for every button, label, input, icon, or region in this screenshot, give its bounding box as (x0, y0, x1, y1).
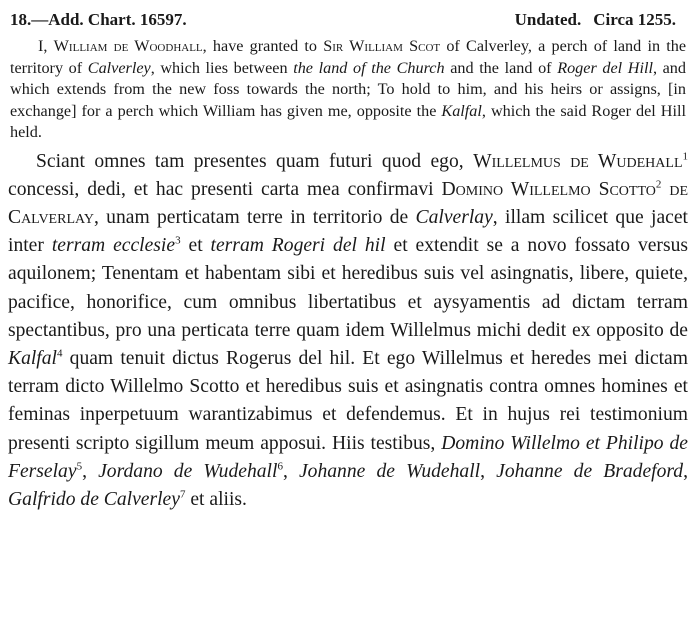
witness: Jordano de Wudehall (98, 460, 278, 482)
witness: Johanne de Bradeford (496, 460, 684, 482)
latin-segment: , (480, 460, 497, 482)
witness: Domino Willelmo et Philipo de Ferselay (8, 432, 688, 482)
footnote-ref: 4 (57, 347, 63, 360)
summary-roger: Roger del Hill (557, 58, 653, 77)
charter-header (10, 10, 690, 30)
summary-text: of Calverley, a perch of land in the territory of (10, 37, 687, 77)
summary-text: , which the said Roger del Hill held. (10, 101, 686, 141)
latin-segment: , (683, 460, 688, 482)
charter-id: 18.—Add. Chart. 16597. (10, 10, 187, 29)
latin-terram-ecclesie: terram ecclesie (51, 235, 176, 257)
footnote-ref: 5 (76, 460, 83, 473)
summary-text: I, (38, 37, 54, 55)
witness: Johanne de Wudehall (298, 460, 481, 482)
date-circa: Circa 1255. (593, 10, 676, 29)
latin-segment: , (82, 460, 99, 482)
footnote-ref: 2 (655, 178, 662, 191)
summary-text: and the land of (444, 58, 558, 77)
latin-segment: de (661, 178, 689, 200)
latin-kalfal: Kalfal (8, 347, 57, 369)
summary-text: , and which extends from the new foss towards the north; To hold to him, and his heirs or assigns, [in exchange] for a perch which William has given me, opposite the (10, 58, 686, 120)
latin-text (8, 148, 690, 515)
charter-date (515, 10, 690, 30)
latin-grantee: Domino Willelmo Scotto (441, 178, 656, 200)
footnote-ref: 7 (179, 488, 186, 501)
footnote-ref: 1 (682, 149, 688, 162)
summary-grantor: William de Woodhall (53, 37, 203, 55)
summary-place: Calverley (87, 58, 151, 77)
latin-segment: concessi, dedi, et hac presenti carta mea confirmavi (8, 178, 442, 200)
witness: Galfrido de Calverley (8, 488, 180, 510)
latin-segment: et (180, 235, 211, 257)
latin-segment: Sciant omnes tam presentes quam futuri quod ego, (36, 150, 474, 172)
latin-calverlay: Calverlay (8, 206, 94, 228)
latin-segment: , (282, 460, 299, 482)
summary-land-church: the land of the Church (293, 58, 445, 77)
latin-segment: et aliis. (185, 488, 247, 510)
summary-kalfal: Kalfal (441, 101, 482, 120)
latin-segment: quam tenuit dictus Rogerus del hil. Et ego Willelmus et heredes mei dictam terram dicto Willelmo Scotto et heredibus suis et asingnatis contra omnes homines et feminas inperpetuum warantizabimus et defendemus. Et in hujus rei testimonium presenti scripto sigillum meum apposui. Hiis testibus, (8, 347, 688, 454)
english-summary (10, 36, 690, 144)
latin-segment: , illam scilicet que jacet inter (8, 206, 688, 257)
footnote-ref: 3 (175, 234, 181, 247)
summary-text: , have granted to (202, 37, 324, 55)
latin-segment: , unam perticatam terre in territorio de (93, 206, 416, 228)
footnote-ref: 6 (277, 460, 283, 473)
summary-grantee: Sir William Scot (323, 37, 441, 55)
latin-terram-rogeri: terram Rogeri del hil (210, 235, 386, 257)
date-undated: Undated. (514, 10, 582, 29)
latin-grantor: Willelmus de Wudehall (473, 150, 683, 172)
latin-segment: et extendit se a novo fossato versus aquilonem; Tenentam et habentam sibi et heredibus suis vel asingnatis, libere, quiete, pacifice, honorifice, cum omnibus libertatibus et aysyamentis ad dictam terram spectantibus, pro una perticata terre quam idem Willelmus michi dedit ex opposito de (8, 235, 689, 341)
summary-text: , which lies between (150, 58, 294, 77)
latin-calverlay-italic: Calverlay (415, 206, 493, 228)
